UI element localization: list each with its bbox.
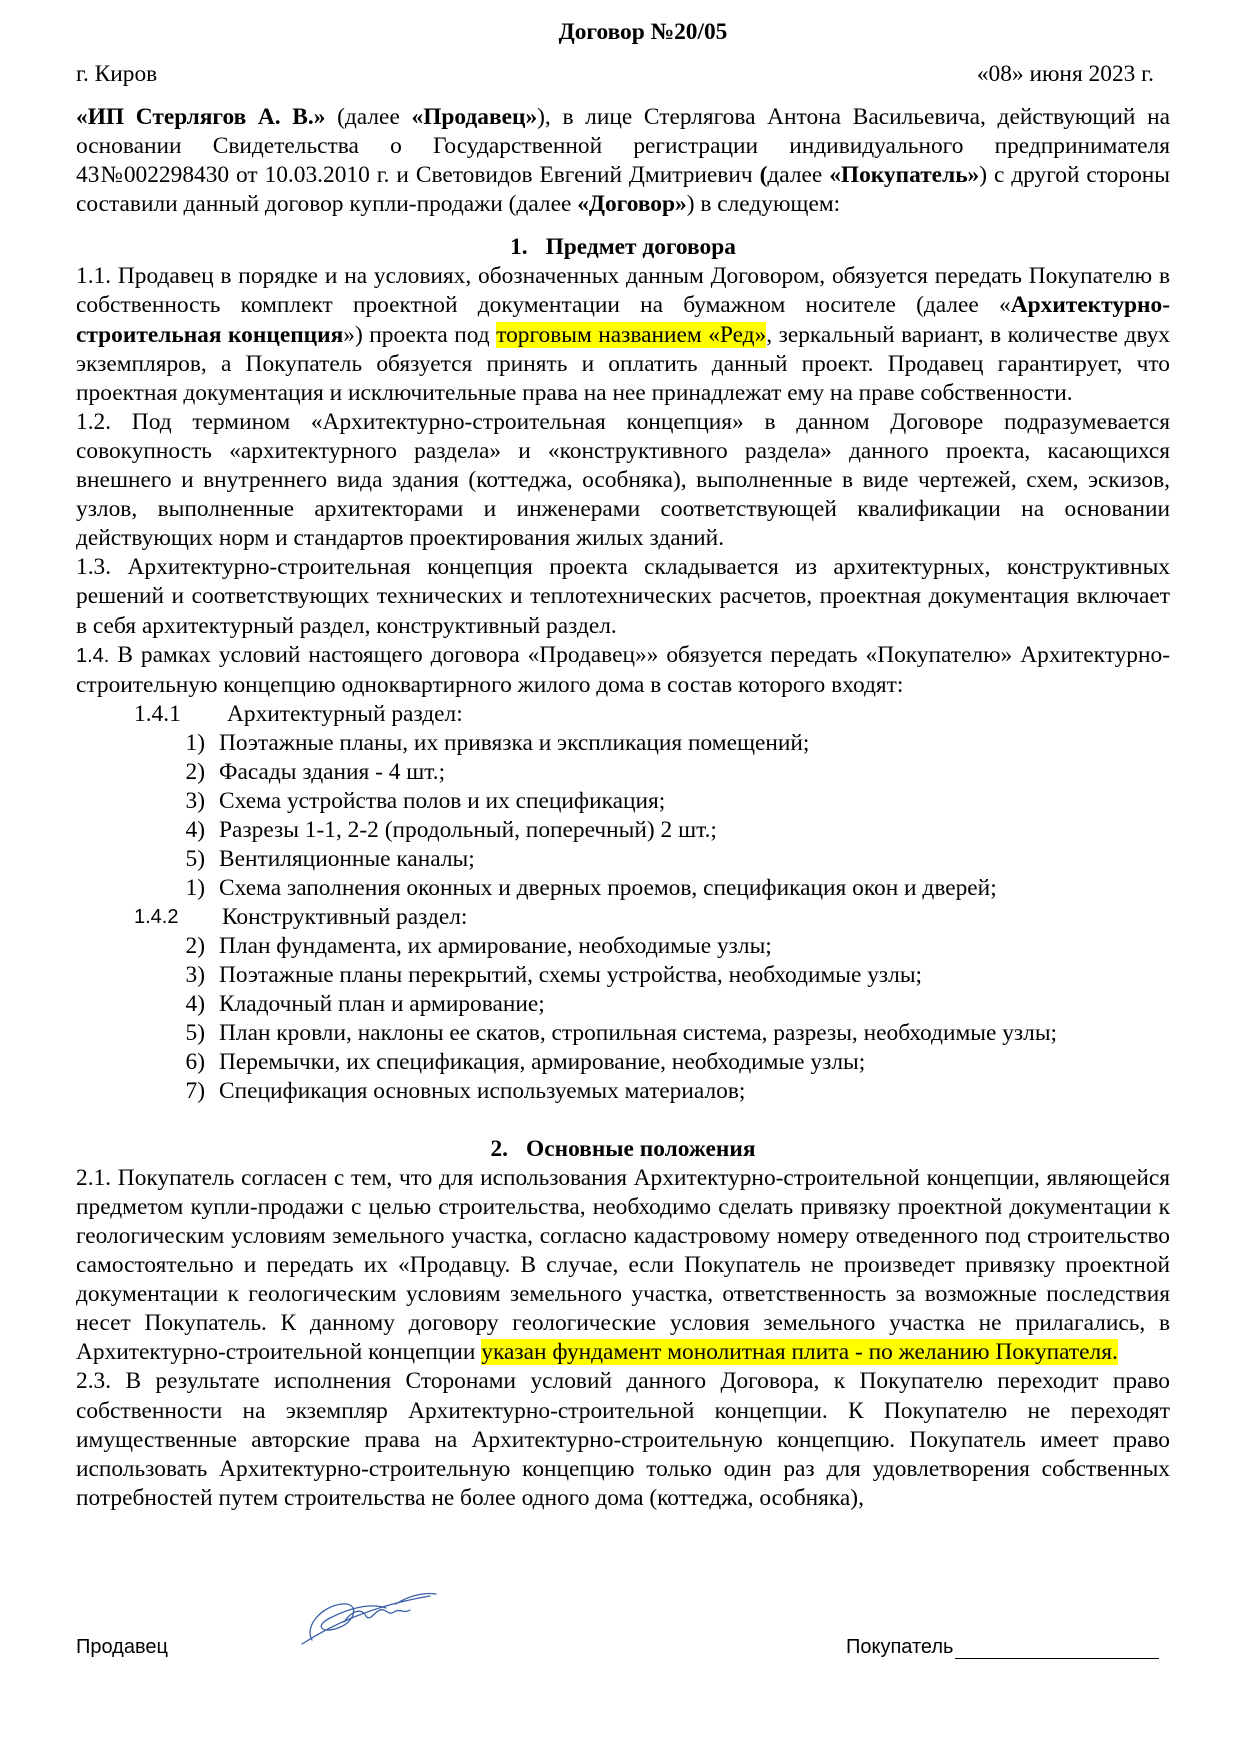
subsection-1-4-1: 1.4.1 Архитектурный раздел: [134,700,463,727]
highlight-foundation: указан фундамент монолитная плита - по желанию Покупателя. [481,1339,1118,1366]
list-item-text: Схема заполнения оконных и дверных проемов, спецификация окон и дверей; [219,874,997,901]
contract-preamble: «ИП Стерлягов А. В.» (далее «Продавец»), в лице Стерлягова Антона Васильевича, действующий на основании Свидетельства о Государственной регистрации индивидуального предпринимателя 43№002298430 от 10.03.2010 г. и Световидов Евгений Дмитриевич (далее «Покупатель») с другой стороны составили данный договор купли-продажи (далее «Договор») в следующем: [76,104,1170,218]
contract-title: Договор №20/05 [558,19,728,45]
list-item-text: Поэтажные планы, их привязка и экспликация помещений; [219,729,810,756]
list-item-text: Кладочный план и армирование; [219,990,545,1017]
list-item-number: 2) [185,758,205,785]
list-item [76,932,1170,961]
clause-1-1: 1.1. Продавец в порядке и на условиях, обозначенных данным Договором, обязуется передать Покупателю в собственность комплект проектной документации на бумажном носителе (далее «Архитектурно-строительная концепция») проекта под торговым названием «Ред», зеркальный вариант, в количестве двух экземпляров, а Покупатель обязуется принять и оплатить данный проект. Продавец гарантирует, что проектная документация и исключительные права на нее принадлежат ему на праве собственности. [76,263,1170,406]
structural-items-list [76,932,1170,1106]
clause-1-4: 1.4. В рамках условий настоящего договора «Продавец»» обязуется передать «Покупателю» Архитектурно-строительную концепцию одноквартирного жилого дома в состав которого входят: [76,641,1170,698]
list-item [76,874,1170,903]
list-item [76,758,1170,787]
clause-1-3: 1.3. Архитектурно-строительная концепция проекта складывается из архитектурных, конструктивных решений и соответствующих технических и теплотехнических расчетов, проектная документация включает в себя архитектурный раздел, конструктивный раздел. [76,554,1170,639]
list-item-text: Разрезы 1-1, 2-2 (продольный, поперечный) 2 шт.; [219,816,717,843]
list-item [76,1019,1170,1048]
list-item-number: 5) [185,845,205,872]
list-item-text: Схема устройства полов и их спецификация; [219,787,666,814]
contract-city: г. Киров [76,61,158,87]
seller-signature-label: Продавец [76,1636,168,1658]
list-item [76,845,1170,874]
seller-alias: «Продавец» [411,104,538,130]
list-item-text: Поэтажные планы перекрытий, схемы устройства, необходимые узлы; [219,961,923,988]
list-item [76,787,1170,816]
highlight-trade-name: торговым названием «Ред» [496,321,767,348]
subsection-1-4-2: 1.4.2 Конструктивный раздел: [134,903,468,930]
list-item-number: 3) [185,961,205,988]
list-item-text: Перемычки, их спецификация, армирование, необходимые узлы; [219,1048,866,1075]
section-2-heading: 2. Основные положения [490,1135,756,1162]
list-item-number: 4) [185,990,205,1017]
buyer-signature-line [955,1639,1159,1659]
list-item-number: 1) [185,729,205,756]
seller-name: «ИП Стерлягов А. В.» [76,104,326,130]
list-item [76,816,1170,845]
list-item [76,1048,1170,1077]
contract-meta [76,60,1170,89]
contract-page [76,18,1170,1513]
list-item-text: Спецификация основных используемых материалов; [219,1077,746,1104]
list-item-number: 4) [185,816,205,843]
list-item [76,990,1170,1019]
list-item-text: План фундамента, их армирование, необходимые узлы; [219,932,772,959]
seller-signature [300,1582,450,1650]
clause-2-3: 2.3. В результате исполнения Сторонами условий данного Договора, к Покупателю переходит право собственности на экземпляр Архитектурно-строительной концепции. К Покупателю не переходят имущественные авторские права на Архитектурно-строительную концепцию. Покупатель имеет право использовать Архитектурно-строительную концепцию только один раз для удовлетворения собственных потребностей путем строительства не более одного дома (коттеджа, особняка), [76,1368,1170,1511]
buyer-alias: «Покупатель» [829,162,980,189]
list-item-text: План кровли, наклоны ее скатов, стропильная система, разрезы, необходимые узлы; [219,1019,1058,1046]
list-item-number: 7) [185,1077,205,1104]
buyer-signature-area [846,1636,1159,1659]
list-item-number: 6) [185,1048,205,1075]
list-item-number: 5) [185,1019,205,1046]
list-item-number: 2) [185,932,205,959]
list-item-number: 1) [185,874,205,901]
list-item [76,961,1170,990]
architectural-items-list [76,729,1170,903]
list-item-text: Фасады здания - 4 шт.; [219,758,446,785]
list-item-number: 3) [185,787,205,814]
list-item [76,729,1170,758]
section-1-heading: 1. Предмет договора [510,234,736,261]
contract-date: «08» июня 2023 г. [976,61,1154,87]
clause-2-1: 2.1. Покупатель согласен с тем, что для использования Архитектурно-строительной концепции, являющейся предметом купли-продажи с целью строительства, необходимо сделать привязку проектной документации к геологическим условиям земельного участка, согласно кадастровому номеру отведенного под строительство самостоятельно и передать их «Продавцу. В случае, если Покупатель не произведет привязку проектной документации к геологическим условиям земельного участка, ответственность за возможные последствия несет Покупатель. К данному договору геологические условия земельного участка не прилагались, в Архитектурно-строительной концепции указан фундамент монолитная плита - по желанию Покупателя. [76,1164,1170,1366]
list-item [76,1077,1170,1106]
buyer-signature-label: Покупатель [846,1636,954,1658]
contract-alias: «Договор» [577,191,687,218]
list-item-text: Вентиляционные каналы; [219,845,475,872]
clause-1-2: 1.2. Под термином «Архитектурно-строительная концепция» в данном Договоре подразумевается совокупность «архитектурного раздела» и «конструктивного раздела» данного проекта, касающихся внешнего и внутреннего вида здания (коттеджа, особняка), выполненные в виде чертежей, схем, эскизов, узлов, выполненные архитекторами и инженерами соответствующей квалификации на основании действующих норм и стандартов проектирования жилых зданий. [76,408,1170,552]
